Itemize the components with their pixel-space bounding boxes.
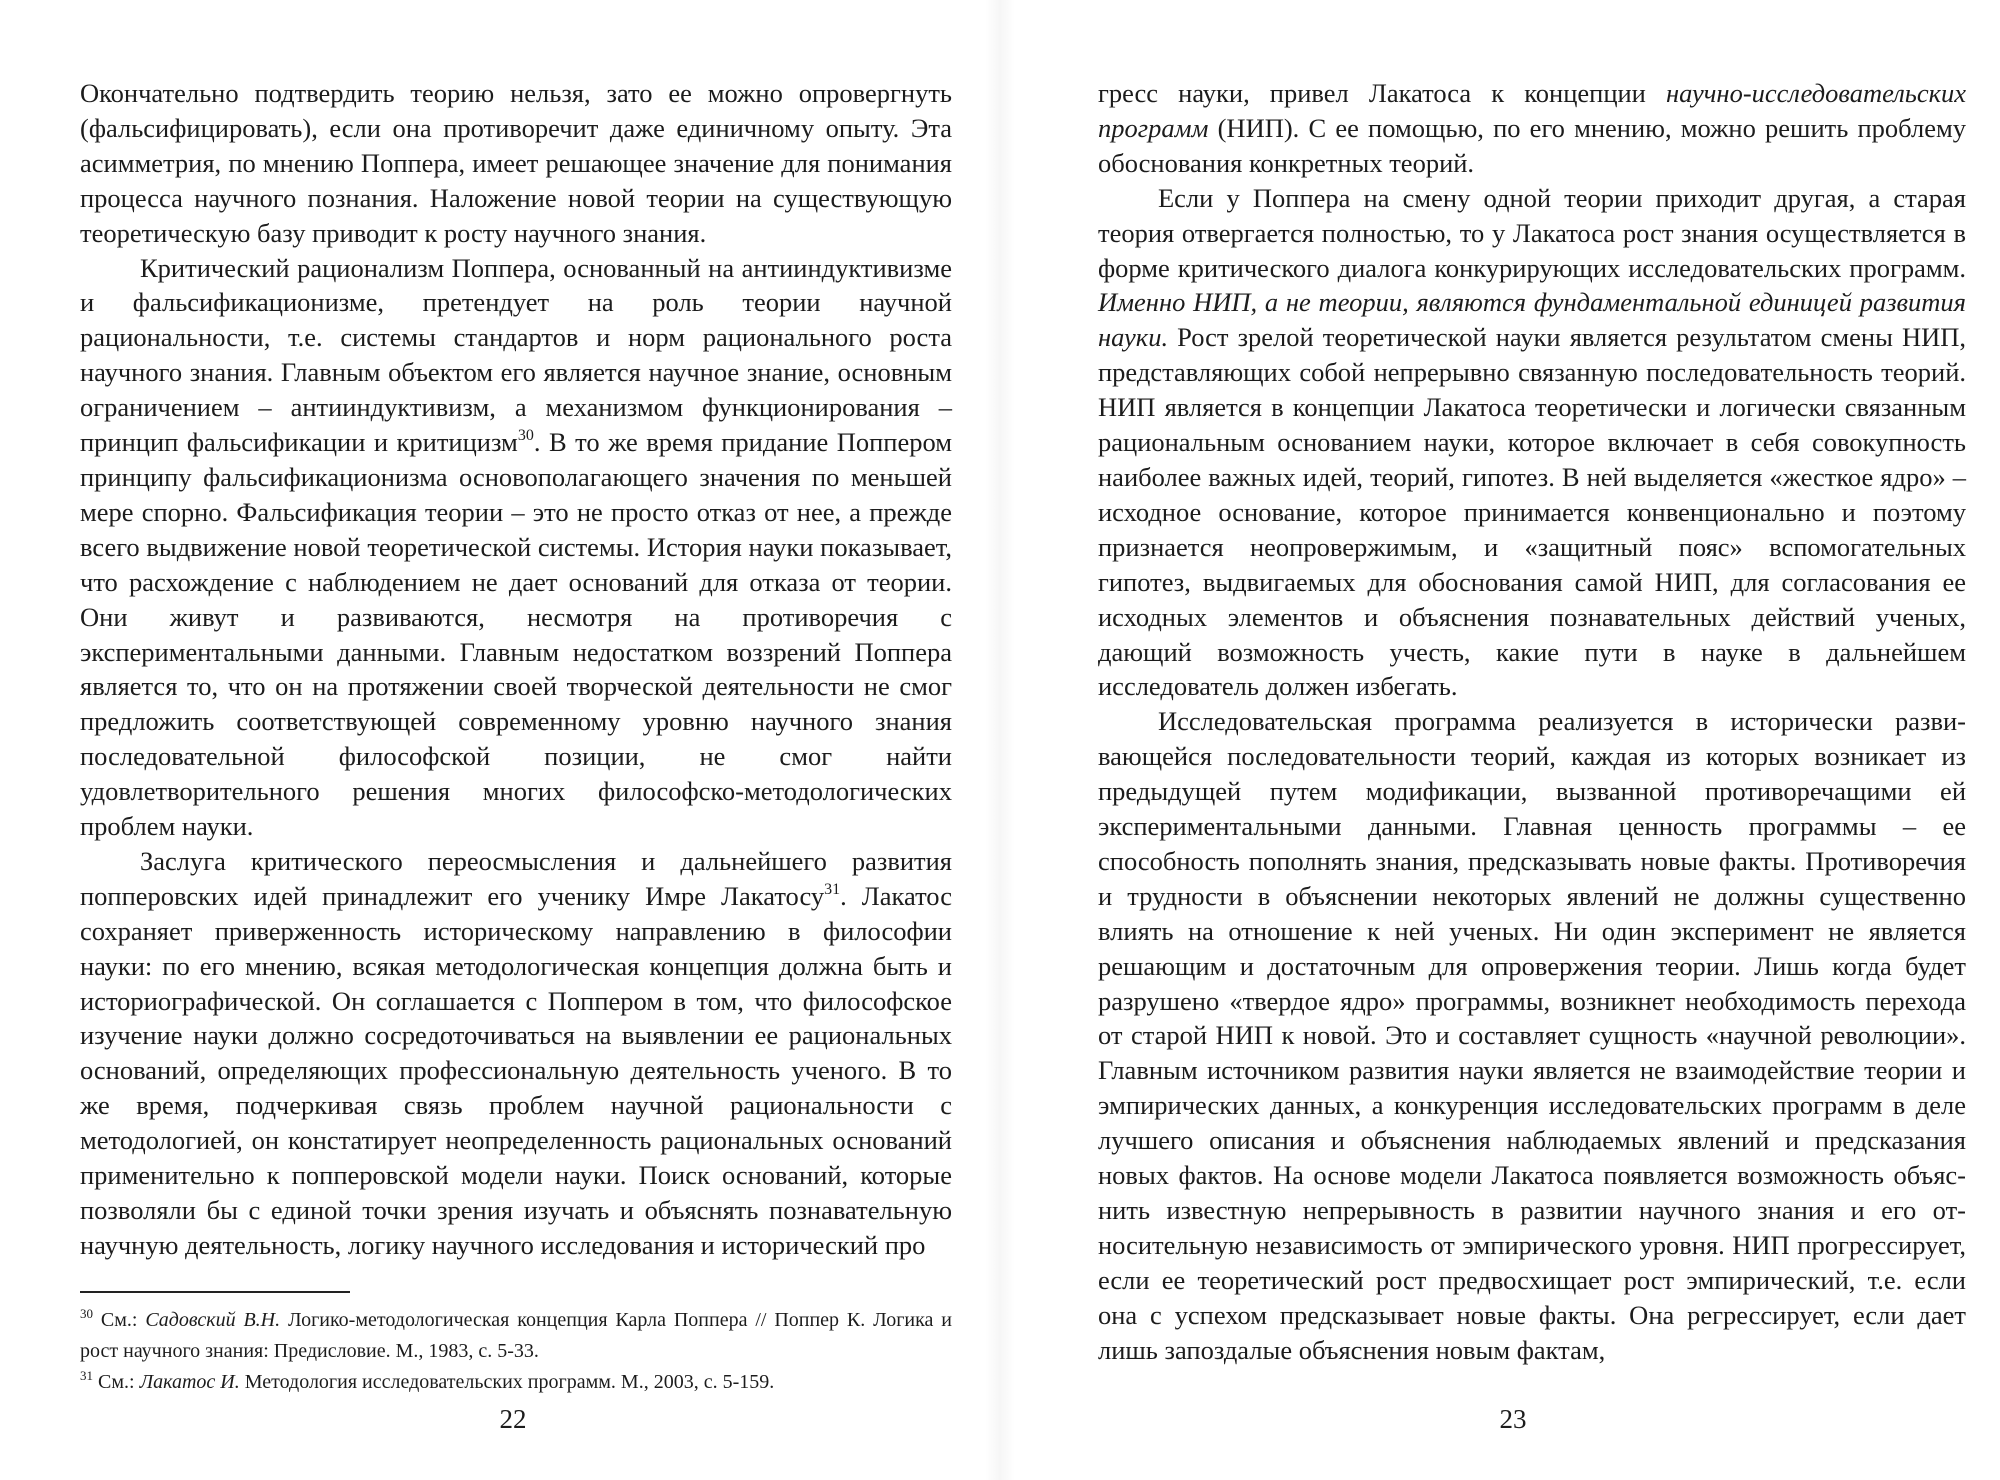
footnote-author: Садовский В.Н. (145, 1309, 281, 1331)
paragraph-text: гресс науки, привел Лакатоса к концепции (1098, 78, 1666, 108)
footnote-30 (80, 1305, 952, 1367)
paragraph: Окончательно подтвердить теорию нельзя, зато ее можно опровергнуть (фальсифицировать), если она противоречит даже единичному опыту. Эта асимметрия, по мнению Поппера, имеет решающее значение для понимания процесса научного познания. Наложение новой теории на существующую теоретическую базу приводит к росту научного знания. (80, 78, 952, 248)
footnote-ref-31: 31 (824, 880, 841, 898)
paragraph-text: . В то же время придание Поппером принципу фальсификационизма основополагающего значения по меньшей мере спорно. Фальсификация теории – это не просто отказ от нее, а прежде всего выдвижение новой теоретической системы. История науки показывает, что расхождение с наблюдением не дает оснований для отказа от теории. Они живут и развиваются, несмотря на противоречия с экспериментальными данными. Главным недостатком воззрений Поппера является то, что он на протяжении своей творческой деятельности не смог предложить соответствующей современному уровню научного знания последовательной философской позиции, не смог найти удовлетворительного решения многих философско-методологических проблем науки. (80, 427, 952, 842)
page-number: 23 (1499, 1404, 1527, 1434)
paragraph: Исследовательская программа реализуется в исторически развивающейся последовательности теорий, каждая из которых возникает из предыдущей путем модификации, вызванной противоречащими ей экспериментальными данными. Главная ценность программы – ее способность пополнять знания, предсказывать новые факты. Противоречия и трудности в объяснении некоторых явлений не должны существенно влиять на отношение к ней ученых. Ни один эксперимент не является решающим и достаточным для опровержения теории. Лишь когда будет разрушено «твердое ядро» программы, возникнет необходимость перехода от старой НИП к новой. Это и составляет сущность «научной революции». Главным источником развития науки является не взаимодействие теории и эмпирических данных, а конкуренция исследовательских программ в деле лучшего описания и объяснения наблюдаемых явлений и предсказания новых фактов. На основе модели Лакатоса появляется возможность объяснить известную непрерывность в развитии научного знания и его относительную независимость от эмпирического уровня. НИП прогрессирует, если ее теоретический рост предвосхищает рост эмпирический, т.е. если она с успехом предсказывает новые факты. Она регрессирует, если дает лишь запоздалые объяснения новым фактам, (1098, 706, 1966, 1365)
footnote-text: Методология исследовательских программ. М., 2003, с. 5-159. (239, 1371, 775, 1393)
paragraph-text: (НИП). С ее помощью, по его мнению, можно решить проблему обоснования конкретных теорий. (1098, 112, 1966, 178)
paragraph-text: Рост зрелой теоретической науки является результатом смены НИП, представляющих собой непрерывно связанную последовательность теорий. НИП является в концепции Лакатоса теоретически и логически связанным рациональным основанием науки, которое включает в себя совокупность наиболее важных идей, теорий, гипотез. В ней выделяется «жесткое ядро» – исходное основание, которое принимается конвенционально и поэтому признается неопровержимым, и «защитный пояс» вспомогательных гипотез, выдвигаемых для обоснования самой НИП, для согласования ее исходных элементов и объяснения познавательных действий ученых, дающий возможность учесть, какие пути в науке в дальнейшем исследователь должен избегать. (1098, 322, 1966, 702)
paragraph (80, 251, 952, 844)
left-page-body (80, 76, 952, 1263)
right-page (1000, 0, 2000, 1480)
paragraph-text: Если у Поппера на смену одной теории приходит другая, а старая теория отвергается полностью, то у Лакатоса рост знания осуществляется в форме критического диалога конкурирующих исследовательских программ. (1098, 182, 1966, 283)
footnote-divider (80, 1291, 350, 1293)
footnote-31 (80, 1367, 952, 1398)
paragraph-text: Заслуга критического переосмысления и дальнейшего развития попперовских идей принадлежит его ученику Имре Лакатосу (80, 845, 952, 911)
footnote-number: 31 (80, 1368, 93, 1383)
paragraph (80, 844, 952, 1263)
footnote-author: Лакатос И. (139, 1371, 240, 1393)
paragraph (1098, 76, 1966, 181)
footnotes (80, 1305, 952, 1398)
page-number: 22 (499, 1404, 527, 1434)
footnote-ref-30: 30 (517, 427, 534, 445)
footnote-number: 30 (80, 1306, 93, 1321)
paragraph (1098, 181, 1966, 705)
right-page-body (1098, 76, 1966, 1368)
emphasis-text: научно-исследовательских программ (1098, 78, 1966, 143)
footnote-prefix: См.: (93, 1371, 140, 1393)
emphasis-text: Именно НИП, а не теории, являются фундаментальной единицей развития науки. (1098, 287, 1966, 353)
footnote-text: Логико-методологическая концепция Карла Поппера // Поппер К. Логика и рост научного знания: Предисловие. М., 1983, с. 5-33. (80, 1309, 953, 1362)
paragraph-text: . Лакатос сохраняет приверженность историческому направлению в философии науки: по его мнению, всякая методологическая концепция должна быть и историографической. Он соглашается с Поппером в том, что философское изучение науки должно сосредоточиваться на выявлении ее рациональных оснований, определяющих профессиональную деятельность ученого. В то же время, подчеркивая связь проблем научной рациональности с методологией, он констатирует неопределенность рациональных оснований применительно к попперовской модели науки. Поиск оснований, которые позволяли бы с единой точки зрения изучать и объяснять познавательную научную деятельность, логику научного исследования и исторический про (80, 880, 952, 1260)
footnote-prefix: См.: (93, 1309, 146, 1331)
paragraph-text: Критический рационализм Поппера, основанный на антииндуктивизме и фальсификационизме, претендует на роль теории научной рациональности, т.е. системы стандартов и норм рационального роста научного знания. Главным объектом его является научное знание, основным ограничением – антииндуктивизм, а механизмом функционирования – принцип фальсификации и критицизм (80, 252, 952, 458)
